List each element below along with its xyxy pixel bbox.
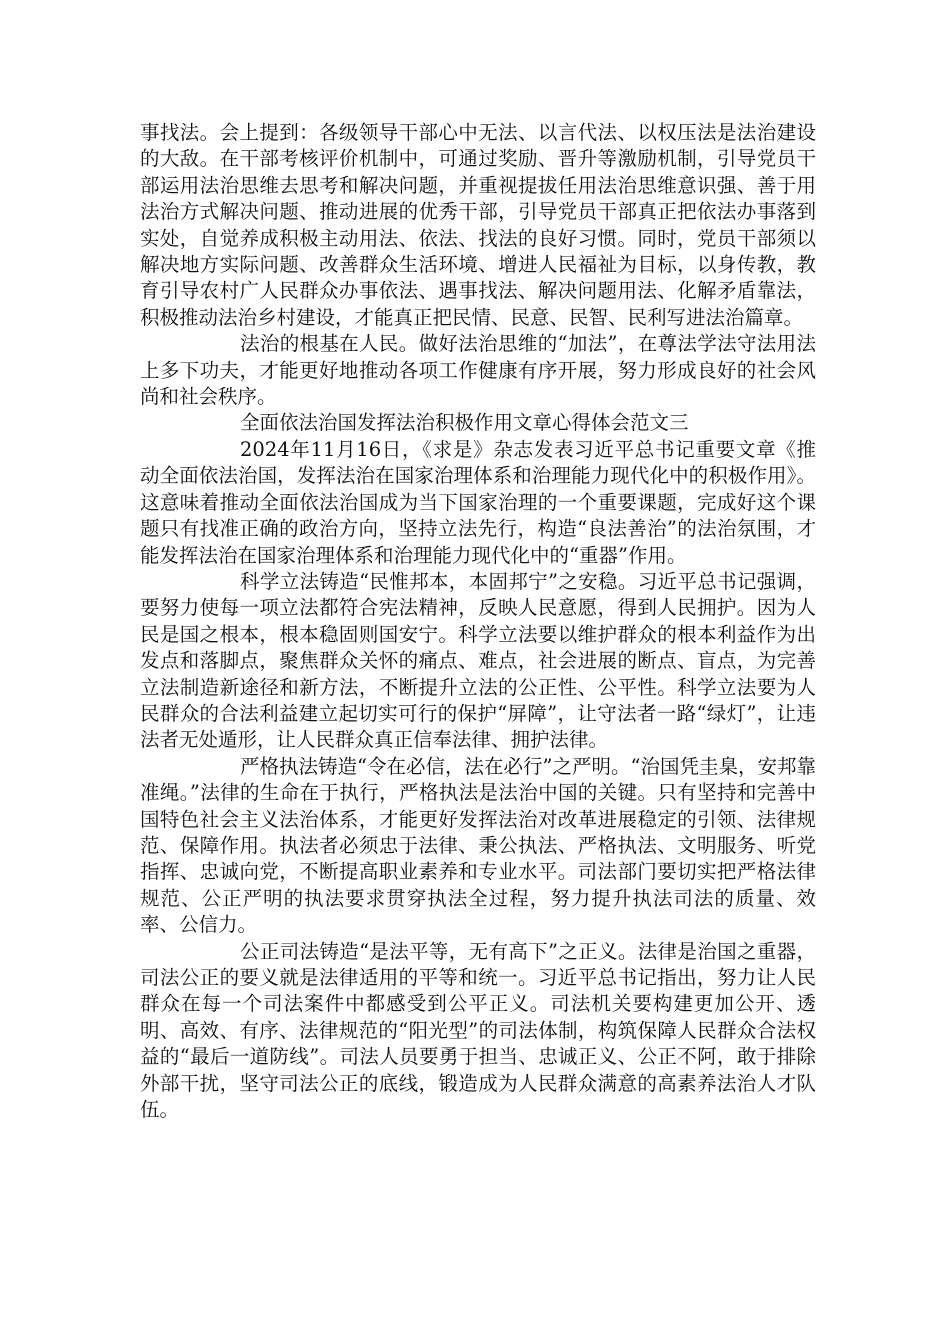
paragraph-fair-justice: 公正司法铸造“是法平等，无有高下”之正义。法律是治国之重器，司法公正的要义就是法律适用的平等和统一。习近平总书记指出，努力让人民群众在每一个司法案件中都感受到公平正义。司法机关要构建更加公开、透明、高效、有序、法律规范的“阳光型”的司法体制，构筑保障人民群众合法权益的“最后一道防线”。司法人员要勇于担当、忠诚正义、公正不阿，敢于排除外部干扰，坚守司法公正的底线，锻造成为人民群众满意的高素养法治人才队伍。: [140, 939, 816, 1122]
paragraph-qiushi-article: 2024年11月16日，《求是》杂志发表习近平总书记重要文章《推动全面依法治国，发挥法治在国家治理体系和治理能力现代化中的积极作用》。这意味着推动全面依法治国成为当下国家治理的一个重要课题，完成好这个课题只有找准正确的政治方向，坚持立法先行，构造“良法善治”的法治氛围，才能发挥法治在国家治理体系和治理能力现代化中的“重器”作用。: [140, 437, 816, 567]
document-body: [140, 120, 816, 1123]
paragraph-scientific-legislation: 科学立法铸造“民惟邦本，本固邦宁”之安稳。习近平总书记强调，要努力使每一项立法都符合宪法精神，反映人民意愿，得到人民拥护。因为人民是国之根本，根本稳固则国安宁。科学立法要以维护群众的根本利益作为出发点和落脚点，聚焦群众关怀的痛点、难点，社会进展的断点、盲点，为完善立法制造新途径和新方法，不断提升立法的公正性、公平性。科学立法要为人民群众的合法利益建立起切实可行的保护“屏障”，让守法者一路“绿灯”，让违法者无处遁形，让人民群众真正信奉法律、拥护法律。: [140, 569, 816, 752]
section-heading: 全面依法治国发挥法治积极作用文章心得体会范文三: [240, 411, 689, 435]
paragraph-strict-enforcement: 严格执法铸造“令在必信，法在必行”之严明。“治国凭圭臬，安邦靠准绳。”法律的生命在于执行，严格执法是法治中国的关键。只有坚持和完善中国特色社会主义法治体系，才能更好发挥法治对改革进展稳定的引领、法律规范、保障作用。执法者必须忠于法律、秉公执法、严格执法、文明服务、听党指挥、忠诚向党，不断提高职业素养和专业水平。司法部门要切实把严格法律规范、公正严明的执法要求贯穿执法全过程，努力提升执法司法的质量、效率、公信力。: [140, 754, 816, 937]
paragraph-rule-of-law-foundation: 法治的根基在人民。做好法治思维的“加法”，在尊法学法守法用法上多下功夫，才能更好地推动各项工作健康有序开展，努力形成良好的社会风尚和社会秩序。: [140, 332, 816, 409]
paragraph-continuation: 事找法。会上提到：各级领导干部心中无法、以言代法、以权压法是法治建设的大敌。在干部考核评价机制中，可通过奖励、晋升等激励机制，引导党员干部运用法治思维去思考和解决问题，并重视提拔任用法治思维意识强、善于用法治方式解决问题、推动进展的优秀干部，引导党员干部真正把依法办事落到实处，自觉养成积极主动用法、依法、找法的良好习惯。同时，党员干部须以解决地方实际问题、改善群众生活环境、增进人民福祉为目标，以身传教，教育引导农村广人民群众办事依法、遇事找法、解决问题用法、化解矛盾靠法，积极推动法治乡村建设，才能真正把民情、民意、民智、民利写进法治篇章。: [140, 121, 816, 329]
